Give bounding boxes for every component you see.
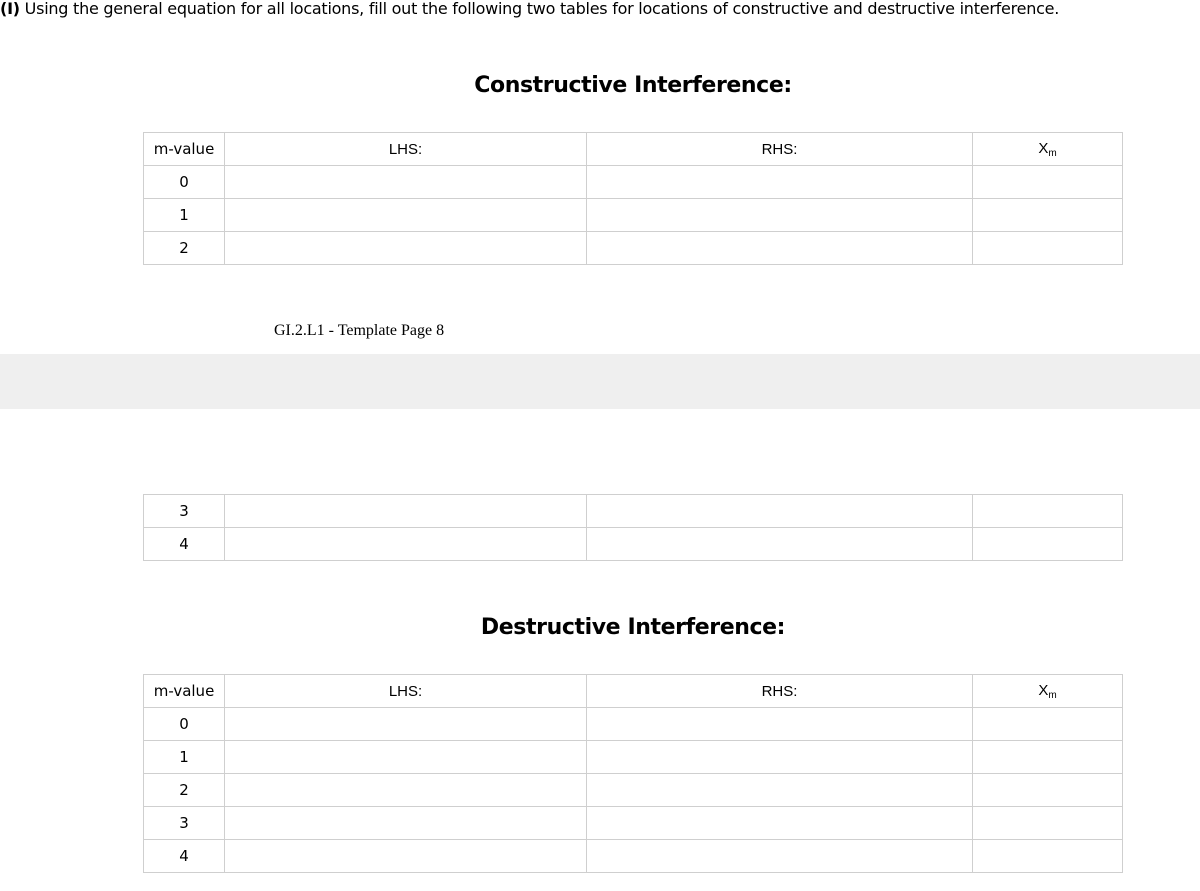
m-value-cell: 3 (144, 807, 225, 840)
lhs-cell[interactable] (225, 199, 587, 232)
xm-cell[interactable] (973, 741, 1123, 774)
table-row (144, 166, 1123, 199)
lhs-cell[interactable] (225, 840, 587, 873)
rhs-cell[interactable] (587, 774, 973, 807)
destructive-heading: Destructive Interference: (480, 615, 786, 640)
instruction-text (0, 0, 1200, 20)
table-row (144, 528, 1123, 561)
table-row (144, 807, 1123, 840)
table-row (144, 199, 1123, 232)
lhs-cell[interactable] (225, 232, 587, 265)
m-value-cell: 0 (144, 166, 225, 199)
rhs-header: RHS: (587, 133, 973, 166)
m-value-cell: 3 (144, 495, 225, 528)
table-row (144, 495, 1123, 528)
lhs-cell[interactable] (225, 495, 587, 528)
table-row (144, 708, 1123, 741)
table-header-row (144, 133, 1123, 166)
xm-cell[interactable] (973, 495, 1123, 528)
xm-cell[interactable] (973, 840, 1123, 873)
rhs-cell[interactable] (587, 840, 973, 873)
rhs-header: RHS: (587, 675, 973, 708)
m-value-header: m-value (144, 675, 225, 708)
constructive-table-continued (143, 494, 1123, 561)
xm-cell[interactable] (973, 166, 1123, 199)
constructive-table (143, 132, 1123, 265)
page-footer: GI.2.L1 - Template Page 8 (274, 322, 445, 339)
xm-header: $X_m$ (973, 133, 1123, 166)
m-value-cell: 1 (144, 199, 225, 232)
page-break-gap (0, 354, 1200, 409)
table-header-row (144, 675, 1123, 708)
table-row (144, 774, 1123, 807)
table-row (144, 232, 1123, 265)
lhs-cell[interactable] (225, 528, 587, 561)
m-value-header: m-value (144, 133, 225, 166)
rhs-cell[interactable] (587, 741, 973, 774)
m-value-cell: 2 (144, 774, 225, 807)
lhs-header: LHS: (225, 675, 587, 708)
m-value-cell: 4 (144, 840, 225, 873)
rhs-cell[interactable] (587, 495, 973, 528)
lhs-cell[interactable] (225, 708, 587, 741)
rhs-cell[interactable] (587, 807, 973, 840)
rhs-cell[interactable] (587, 528, 973, 561)
rhs-cell[interactable] (587, 199, 973, 232)
constructive-heading: Constructive Interference: (474, 73, 792, 98)
xm-cell[interactable] (973, 708, 1123, 741)
lhs-cell[interactable] (225, 807, 587, 840)
xm-cell[interactable] (973, 807, 1123, 840)
instruction-label: (I) (0, 0, 20, 18)
lhs-header: LHS: (225, 133, 587, 166)
rhs-cell[interactable] (587, 708, 973, 741)
m-value-cell: 1 (144, 741, 225, 774)
table-row (144, 840, 1123, 873)
destructive-table (143, 674, 1123, 873)
lhs-cell[interactable] (225, 166, 587, 199)
instruction-body: Using the general equation for all locations, fill out the following two tables for locations of constructive and destructive interference. (24, 0, 1060, 18)
xm-cell[interactable] (973, 232, 1123, 265)
rhs-cell[interactable] (587, 232, 973, 265)
m-value-cell: 0 (144, 708, 225, 741)
rhs-cell[interactable] (587, 166, 973, 199)
lhs-cell[interactable] (225, 741, 587, 774)
xm-cell[interactable] (973, 528, 1123, 561)
m-value-cell: 2 (144, 232, 225, 265)
table-row (144, 741, 1123, 774)
xm-header: $X_m$ (973, 675, 1123, 708)
m-value-cell: 4 (144, 528, 225, 561)
lhs-cell[interactable] (225, 774, 587, 807)
xm-cell[interactable] (973, 774, 1123, 807)
xm-cell[interactable] (973, 199, 1123, 232)
